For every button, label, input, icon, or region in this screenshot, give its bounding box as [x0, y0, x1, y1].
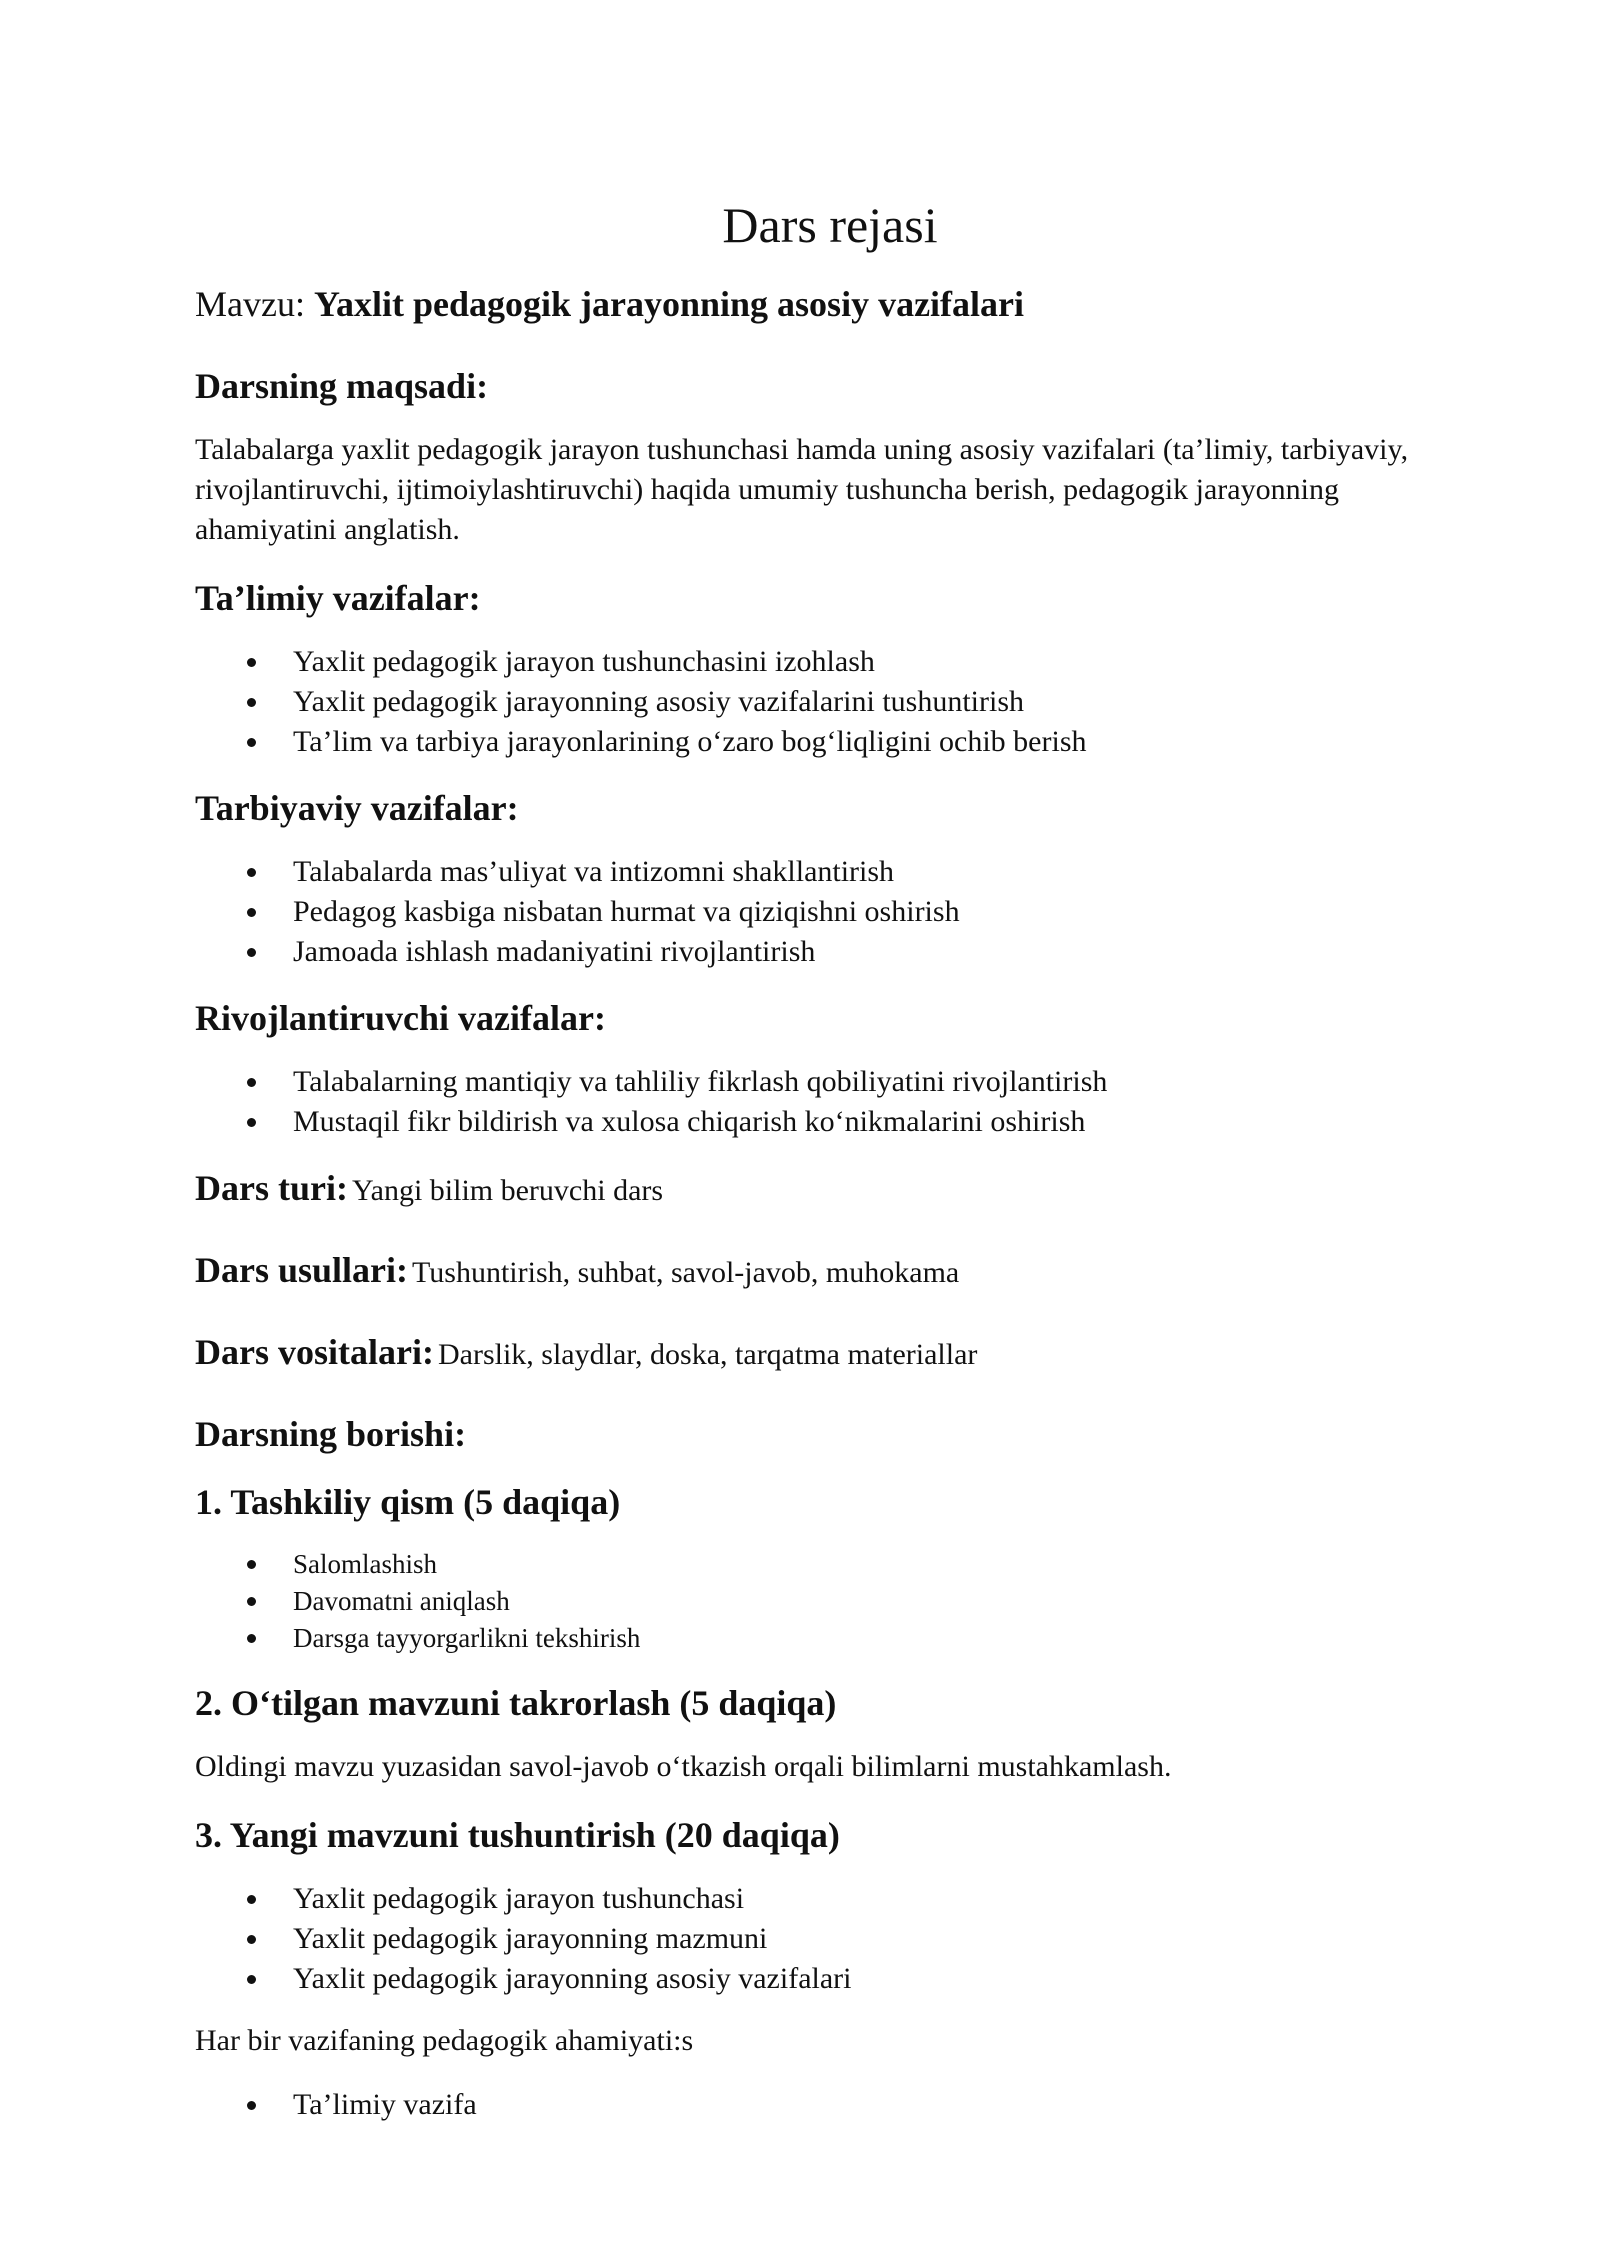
list-item: Pedagog kasbiga nisbatan hurmat va qiziqishni oshirish [195, 892, 1435, 932]
tools-label: Dars vositalari: [195, 1332, 434, 1372]
lesson-type-value: Yangi bilim beruvchi dars [351, 1174, 664, 1207]
developmental-list [195, 1062, 1435, 1142]
list-item: Mustaqil fikr bildirish va xulosa chiqarish ko‘nikmalarini oshirish [195, 1102, 1435, 1142]
stage3-heading: 3. Yangi mavzuni tushuntirish (20 daqiqa) [195, 1815, 840, 1855]
lesson-type-label: Dars turi: [195, 1168, 348, 1208]
topic-value: Yaxlit pedagogik jarayonning asosiy vazifalari [313, 284, 1025, 324]
topic-label: Mavzu: [195, 284, 305, 324]
goal-heading: Darsning maqsadi: [195, 366, 489, 406]
list-item: Yaxlit pedagogik jarayon tushunchasini izohlash [195, 642, 1435, 682]
stage3-note: Har bir vazifaning pedagogik ahamiyati:s [195, 2024, 694, 2057]
document-title: Dars rejasi [722, 197, 938, 253]
list-item: Davomatni aniqlash [195, 1583, 1435, 1620]
stage1-heading: 1. Tashkiliy qism (5 daqiqa) [195, 1482, 621, 1522]
list-item: Talabalarning mantiqiy va tahliliy fikrlash qobiliyatini rivojlantirish [195, 1062, 1435, 1102]
list-item: Yaxlit pedagogik jarayonning asosiy vazifalarini tushuntirish [195, 682, 1435, 722]
progress-heading: Darsning borishi: [195, 1414, 467, 1454]
list-item: Ta’lim va tarbiya jarayonlarining o‘zaro bog‘liqligini ochib berish [195, 722, 1435, 762]
stage2-text: Oldingi mavzu yuzasidan savol-javob o‘tkazish orqali bilimlarni mustahkamlash. [195, 1750, 1172, 1783]
list-item: Yaxlit pedagogik jarayonning asosiy vazifalari [195, 1959, 1435, 1999]
stage3-list [195, 1879, 1435, 1999]
list-item: Ta’limiy vazifa [195, 2085, 1435, 2125]
methods-label: Dars usullari: [195, 1250, 409, 1290]
developmental-heading: Rivojlantiruvchi vazifalar: [195, 998, 606, 1038]
document-page [195, 190, 1435, 2147]
educational-list [195, 642, 1435, 762]
list-item: Yaxlit pedagogik jarayon tushunchasi [195, 1879, 1435, 1919]
list-item: Talabalarda mas’uliyat va intizomni shakllantirish [195, 852, 1435, 892]
list-item: Jamoada ishlash madaniyatini rivojlantirish [195, 932, 1435, 972]
stage2-heading: 2. O‘tilgan mavzuni takrorlash (5 daqiqa) [195, 1683, 837, 1723]
list-item: Salomlashish [195, 1546, 1435, 1583]
upbringing-heading: Tarbiyaviy vazifalar: [195, 788, 519, 828]
upbringing-list [195, 852, 1435, 972]
methods-row [195, 1246, 1435, 1302]
methods-value: Tushuntirish, suhbat, savol-javob, muhokama [412, 1256, 960, 1289]
goal-text: Talabalarga yaxlit pedagogik jarayon tushunchasi hamda uning asosiy vazifalari (ta’limiy, tarbiyaviy, rivojlantiruvchi, ijtimoiylashtiruvchi) haqida umumiy tushuncha berish, pedagogik jarayonning ahamiyatini anglatish. [195, 433, 1409, 546]
list-item: Yaxlit pedagogik jarayonning mazmuni [195, 1919, 1435, 1959]
lesson-type-row [195, 1164, 1435, 1220]
stage3-sub-list [195, 2085, 1435, 2125]
topic-line [195, 280, 1435, 328]
stage1-list [195, 1546, 1435, 1657]
tools-row [195, 1328, 1435, 1384]
educational-heading: Ta’limiy vazifalar: [195, 578, 481, 618]
tools-value: Darslik, slaydlar, doska, tarqatma materiallar [437, 1338, 978, 1371]
list-item: Darsga tayyorgarlikni tekshirish [195, 1620, 1435, 1657]
